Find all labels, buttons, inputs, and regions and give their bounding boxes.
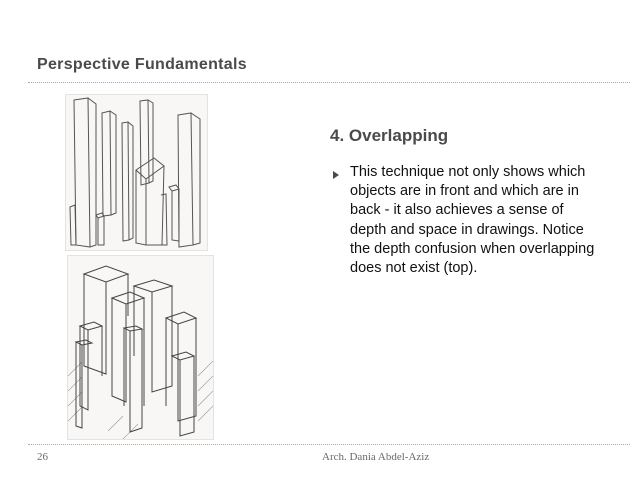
bullet-arrow-icon bbox=[332, 170, 340, 180]
bottom-divider bbox=[28, 444, 630, 445]
page-number: 26 bbox=[37, 451, 48, 463]
top-divider bbox=[28, 82, 630, 83]
slide-title: Perspective Fundamentals bbox=[37, 56, 247, 73]
bullet-text: This technique not only shows which objects are in front and which are in back - it also achieves a sense of depth and space in drawings. Notice the depth confusion when overlapping does not exist (top). bbox=[350, 164, 595, 277]
drawing-overlapping bbox=[67, 255, 214, 440]
drawing-no-overlap bbox=[65, 94, 208, 251]
slide-heading: 4. Overlapping bbox=[330, 126, 449, 145]
footer-author: Arch. Dania Abdel-Aziz bbox=[322, 451, 430, 463]
